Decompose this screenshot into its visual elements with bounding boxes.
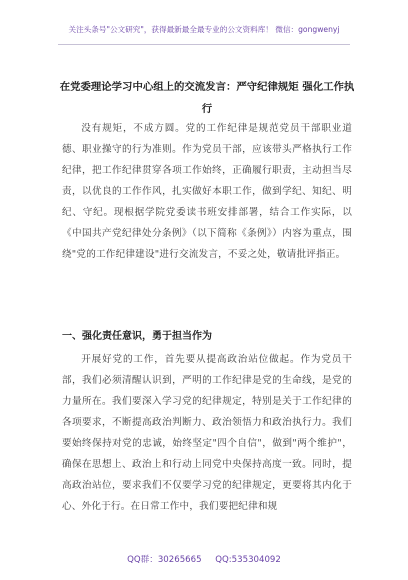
body-paragraph-intro: 没有规矩，不成方圆。党的工作纪律是规范党员干部职业道德、职业操守的行为准则。作为党员干部，应该带头严格执行工作纪律，把工作纪律贯穿各项工作始终，正确履行职责，主动担当尽责，以优良的工作作风，扎实做好本职工作，做到学纪、知纪、明纪、守纪。现根据学院党委读书班安排部署，结合工作实际，以《中国共产党纪律处分条例》（以下简称《条例》）内容为重点，围绕"党的工作纪律建设"进行交流发言，不妥之处，敬请批评指正。	[62, 123, 352, 260]
body-paragraph-section-1: 开展好党的工作，首先要从提高政治站位做起。作为党员干部，我们必须清醒认识到，严明的工作纪律是党的生命线，是党的力量所在。我们要深入学习党的纪律规定，特别是关于工作纪律的各项要求，不断提高政治判断力、政治领悟力和政治执行力。我们要始终保持对党的忠诚，始终坚定"四个自信"，做到"两个维护"，确保在思想上、政治上和行动上同党中央保持高度一致。同时，提高政治站位，要求我们不仅要学习党的纪律规定，更要将其内化于心、外化于行。在日常工作中，我们要把纪律和规	[62, 354, 352, 512]
section-heading-1: 一、强化责任意识，勇于担当作为	[62, 331, 212, 342]
footer-contact: QQ群：30265665 QQ:535304092	[127, 555, 281, 565]
header-divider	[58, 44, 350, 45]
document-title: 在党委理论学习中心组上的交流发言：严守纪律规矩 强化工作执行	[59, 81, 355, 115]
header-banner: 关注头条号"公文研究"，获得最新最全最专业的公文资料库！ 微信：gongwenyj	[68, 25, 340, 34]
